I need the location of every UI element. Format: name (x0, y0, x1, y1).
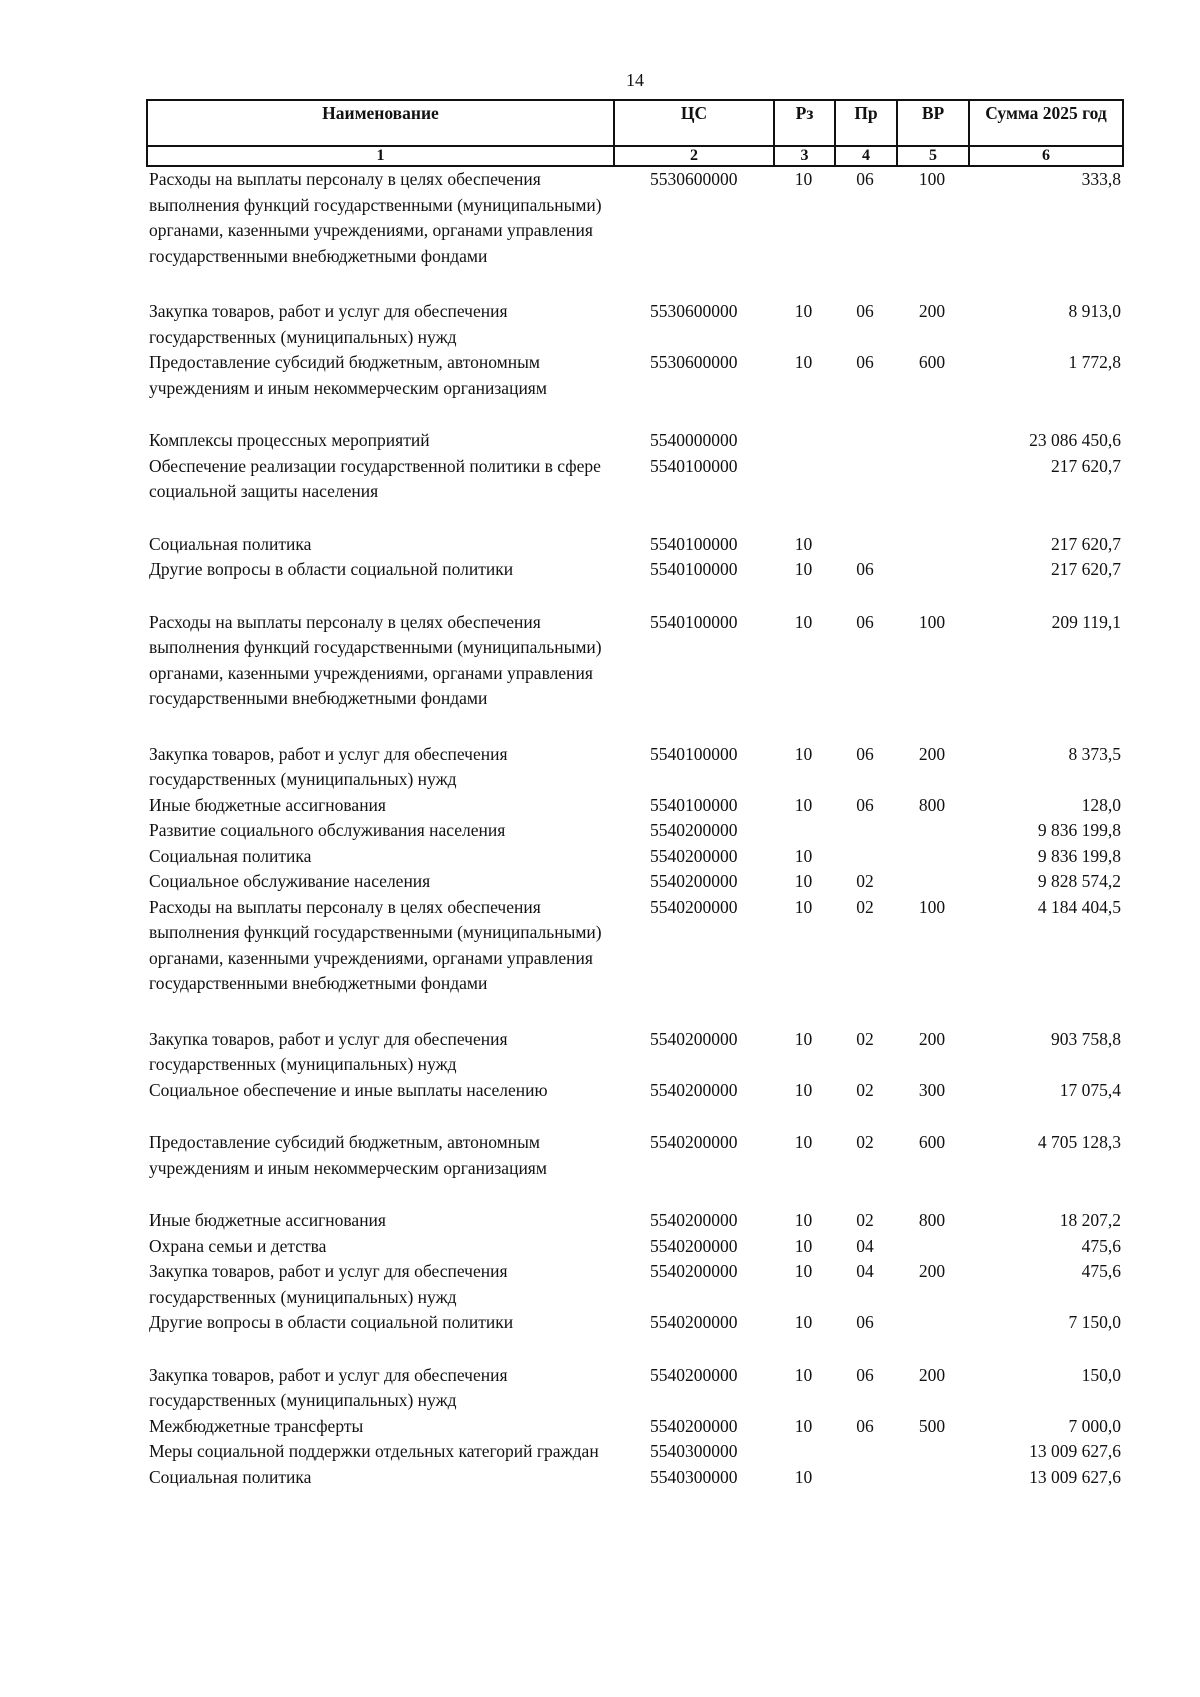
table-row (147, 610, 1123, 742)
page-number: 14 (626, 70, 644, 90)
row-rz-code: 10 (794, 352, 813, 372)
row-vr-code (897, 428, 969, 454)
table-row (147, 1439, 1123, 1465)
row-cs-code: 5540200000 (650, 820, 738, 840)
row-vr-code (897, 557, 969, 610)
row-name: Социальное обеспечение и иные выплаты населению (149, 1079, 548, 1100)
row-name: Социальная политика (149, 845, 312, 866)
row-sum: 475,6 (1081, 1261, 1121, 1281)
row-cs-code: 5540200000 (650, 1415, 738, 1436)
row-pr-code (835, 454, 897, 532)
row-pr-code: 04 (856, 1235, 874, 1256)
col-number: 2 (614, 146, 774, 166)
table-row (147, 1078, 1123, 1131)
row-cs-code: 5540200000 (650, 1235, 738, 1256)
row-pr-code (835, 1439, 897, 1465)
row-rz-code: 10 (794, 1312, 813, 1332)
row-name: Расходы на выплаты персоналу в целях обеспечения выполнения функций государственными (муниципальными) органами, казенными учреждениями, органами управления государственными внебюджетными фондами (149, 611, 602, 708)
table-row (147, 1259, 1123, 1310)
row-vr-code: 200 (918, 743, 946, 764)
row-vr-code (897, 818, 969, 844)
row-pr-code: 02 (856, 1132, 874, 1152)
row-vr-code (897, 1310, 969, 1363)
row-rz-code: 10 (794, 743, 813, 764)
row-pr-code: 06 (856, 1415, 874, 1436)
row-cs-code: 5530600000 (650, 169, 738, 189)
table-row (147, 742, 1123, 793)
row-pr-code (835, 844, 897, 870)
row-cs-code: 5540200000 (650, 1132, 738, 1152)
header-vr: ВР (897, 100, 969, 146)
row-pr-code: 02 (856, 871, 874, 891)
row-sum: 9 836 199,8 (1037, 820, 1121, 840)
row-name: Другие вопросы в области социальной политики (149, 1312, 514, 1332)
row-rz-code (774, 1439, 835, 1465)
row-name: Развитие социального обслуживания населения (149, 820, 506, 840)
row-name: Иные бюджетные ассигнования (149, 794, 386, 815)
row-rz-code: 10 (794, 845, 813, 866)
row-sum: 23 086 450,6 (1029, 430, 1121, 450)
row-pr-code: 02 (856, 1028, 874, 1049)
row-pr-code: 04 (856, 1261, 874, 1281)
row-vr-code (897, 844, 969, 870)
table-row (147, 1310, 1123, 1363)
row-rz-code: 10 (794, 611, 813, 632)
row-cs-code: 5540000000 (650, 430, 738, 450)
table-row (147, 1027, 1123, 1078)
row-sum: 9 836 199,8 (1037, 845, 1121, 866)
col-number: 4 (835, 146, 897, 166)
row-pr-code: 06 (856, 1364, 874, 1385)
row-pr-code: 06 (856, 559, 874, 579)
row-vr-code: 200 (918, 1261, 946, 1281)
table-row (147, 844, 1123, 870)
row-sum: 217 620,7 (1051, 533, 1121, 554)
header-cs: ЦС (614, 100, 774, 146)
row-sum: 128,0 (1081, 794, 1121, 815)
table-row (147, 532, 1123, 558)
header-pr: Пр (835, 100, 897, 146)
row-sum: 8 373,5 (1068, 743, 1121, 764)
row-cs-code: 5530600000 (650, 301, 738, 321)
header-rz: Рз (774, 100, 835, 146)
row-cs-code: 5540300000 (650, 1441, 738, 1461)
budget-table (146, 99, 1124, 1490)
row-vr-code: 800 (918, 1210, 946, 1230)
row-sum: 17 075,4 (1059, 1079, 1121, 1100)
row-rz-code (774, 818, 835, 844)
row-sum: 18 207,2 (1059, 1210, 1121, 1230)
row-vr-code: 100 (918, 611, 946, 632)
row-rz-code: 10 (794, 1261, 813, 1281)
row-pr-code (835, 532, 897, 558)
row-name: Другие вопросы в области социальной политики (149, 559, 514, 579)
row-cs-code: 5540200000 (650, 845, 738, 866)
row-cs-code: 5540100000 (650, 794, 738, 815)
row-vr-code (897, 869, 969, 895)
table-row (147, 454, 1123, 532)
row-rz-code: 10 (794, 169, 813, 189)
row-cs-code: 5540200000 (650, 1028, 738, 1049)
row-sum: 13 009 627,6 (1029, 1441, 1121, 1461)
col-number: 6 (969, 146, 1123, 166)
header-name: Наименование (147, 100, 614, 146)
row-sum: 7 000,0 (1068, 1415, 1121, 1436)
row-vr-code: 800 (918, 794, 946, 815)
table-header (147, 100, 1123, 166)
row-pr-code: 06 (856, 794, 874, 815)
col-number: 1 (147, 146, 614, 166)
table-row (147, 428, 1123, 454)
col-number: 5 (897, 146, 969, 166)
row-sum: 1 772,8 (1068, 352, 1121, 372)
row-pr-code: 06 (856, 301, 874, 321)
row-rz-code: 10 (794, 896, 813, 917)
row-vr-code (897, 532, 969, 558)
row-sum: 9 828 574,2 (1037, 871, 1121, 891)
row-name: Иные бюджетные ассигнования (149, 1210, 386, 1230)
row-vr-code: 200 (918, 301, 946, 321)
row-cs-code: 5540100000 (650, 533, 738, 554)
row-rz-code: 10 (794, 301, 813, 321)
row-name: Меры социальной поддержки отдельных категорий граждан (149, 1441, 599, 1461)
row-sum: 209 119,1 (1051, 611, 1121, 632)
row-name: Закупка товаров, работ и услуг для обеспечения государственных (муниципальных) нужд (149, 301, 508, 347)
row-vr-code: 600 (918, 1132, 946, 1152)
table-row (147, 1363, 1123, 1414)
row-vr-code: 100 (918, 169, 946, 189)
row-sum: 150,0 (1081, 1364, 1121, 1385)
row-cs-code: 5540200000 (650, 896, 738, 917)
row-rz-code: 10 (794, 1028, 813, 1049)
row-vr-code (897, 1439, 969, 1465)
row-sum: 8 913,0 (1068, 301, 1121, 321)
row-cs-code: 5540200000 (650, 1364, 738, 1385)
table-body (147, 166, 1123, 1490)
row-pr-code (835, 1465, 897, 1491)
table-row (147, 299, 1123, 350)
table-row (147, 869, 1123, 895)
row-pr-code: 06 (856, 169, 874, 189)
row-vr-code: 100 (918, 896, 946, 917)
row-pr-code (835, 428, 897, 454)
row-rz-code: 10 (794, 1364, 813, 1385)
row-sum: 4 705 128,3 (1037, 1132, 1121, 1152)
row-rz-code: 10 (794, 1235, 813, 1256)
row-name: Закупка товаров, работ и услуг для обеспечения государственных (муниципальных) нужд (149, 743, 508, 789)
row-name: Предоставление субсидий бюджетным, автономным учреждениям и иным некоммерческим организациям (149, 1132, 547, 1178)
row-rz-code: 10 (794, 794, 813, 815)
row-sum: 903 758,8 (1051, 1028, 1121, 1049)
header-sum: Сумма 2025 год (969, 100, 1123, 146)
table-row (147, 1130, 1123, 1208)
row-pr-code: 06 (856, 352, 874, 372)
table-row (147, 350, 1123, 428)
row-name: Обеспечение реализации государственной политики в сфере социальной защиты населения (149, 455, 601, 501)
row-rz-code: 10 (794, 559, 813, 579)
row-rz-code: 10 (794, 1415, 813, 1436)
row-pr-code: 06 (856, 1312, 874, 1332)
row-rz-code (774, 428, 835, 454)
row-vr-code (897, 1465, 969, 1491)
row-cs-code: 5540200000 (650, 1210, 738, 1230)
row-name: Социальная политика (149, 1466, 312, 1487)
table-row (147, 895, 1123, 1027)
row-cs-code: 5540100000 (650, 611, 738, 632)
table-row (147, 166, 1123, 299)
row-rz-code: 10 (794, 1466, 813, 1487)
row-rz-code: 10 (794, 1210, 813, 1230)
row-name: Комплексы процессных мероприятий (149, 430, 430, 450)
table-row (147, 1414, 1123, 1440)
row-cs-code: 5540100000 (650, 743, 738, 764)
row-pr-code (835, 818, 897, 844)
row-rz-code: 10 (794, 533, 813, 554)
row-rz-code (774, 454, 835, 532)
row-name: Закупка товаров, работ и услуг для обеспечения государственных (муниципальных) нужд (149, 1261, 508, 1307)
row-name: Расходы на выплаты персоналу в целях обеспечения выполнения функций государственными (муниципальными) органами, казенными учреждениями, органами управления государственными внебюджетными фондами (149, 896, 602, 993)
row-sum: 4 184 404,5 (1037, 896, 1121, 917)
row-sum: 333,8 (1081, 169, 1121, 189)
row-name: Социальное обслуживание населения (149, 871, 431, 891)
row-name: Социальная политика (149, 533, 312, 554)
row-sum: 13 009 627,6 (1029, 1466, 1121, 1487)
row-cs-code: 5540200000 (650, 1312, 738, 1332)
row-name: Расходы на выплаты персоналу в целях обеспечения выполнения функций государственными (муниципальными) органами, казенными учреждениями, органами управления государственными внебюджетными фондами (149, 169, 602, 266)
row-rz-code: 10 (794, 1079, 813, 1100)
table-row (147, 1208, 1123, 1234)
row-pr-code: 02 (856, 1210, 874, 1230)
row-rz-code: 10 (794, 1132, 813, 1152)
row-vr-code: 200 (918, 1364, 946, 1385)
row-vr-code: 600 (918, 352, 946, 372)
row-sum: 475,6 (1081, 1235, 1121, 1256)
row-pr-code: 02 (856, 896, 874, 917)
row-vr-code (897, 1234, 969, 1260)
table-row (147, 557, 1123, 610)
row-name: Закупка товаров, работ и услуг для обеспечения государственных (муниципальных) нужд (149, 1364, 508, 1410)
row-cs-code: 5540200000 (650, 871, 738, 891)
row-cs-code: 5540100000 (650, 455, 738, 476)
row-name: Межбюджетные трансферты (149, 1415, 364, 1436)
col-number: 3 (774, 146, 835, 166)
table-row (147, 818, 1123, 844)
row-cs-code: 5540200000 (650, 1261, 738, 1281)
row-pr-code: 06 (856, 743, 874, 764)
row-sum: 7 150,0 (1068, 1312, 1121, 1332)
row-pr-code: 06 (856, 611, 874, 632)
table-row (147, 793, 1123, 819)
row-pr-code: 02 (856, 1079, 874, 1100)
row-sum: 217 620,7 (1051, 559, 1121, 579)
table-row (147, 1465, 1123, 1491)
row-cs-code: 5540300000 (650, 1466, 738, 1487)
row-vr-code: 300 (918, 1079, 946, 1100)
row-name: Предоставление субсидий бюджетным, автономным учреждениям и иным некоммерческим организациям (149, 352, 547, 398)
row-cs-code: 5540200000 (650, 1079, 738, 1100)
row-rz-code: 10 (794, 871, 813, 891)
row-vr-code: 500 (918, 1415, 946, 1436)
row-cs-code: 5530600000 (650, 352, 738, 372)
row-vr-code (897, 454, 969, 532)
table-row (147, 1234, 1123, 1260)
row-vr-code: 200 (918, 1028, 946, 1049)
row-cs-code: 5540100000 (650, 559, 738, 579)
row-name: Закупка товаров, работ и услуг для обеспечения государственных (муниципальных) нужд (149, 1028, 508, 1074)
row-name: Охрана семьи и детства (149, 1235, 327, 1256)
row-sum: 217 620,7 (1051, 455, 1121, 476)
